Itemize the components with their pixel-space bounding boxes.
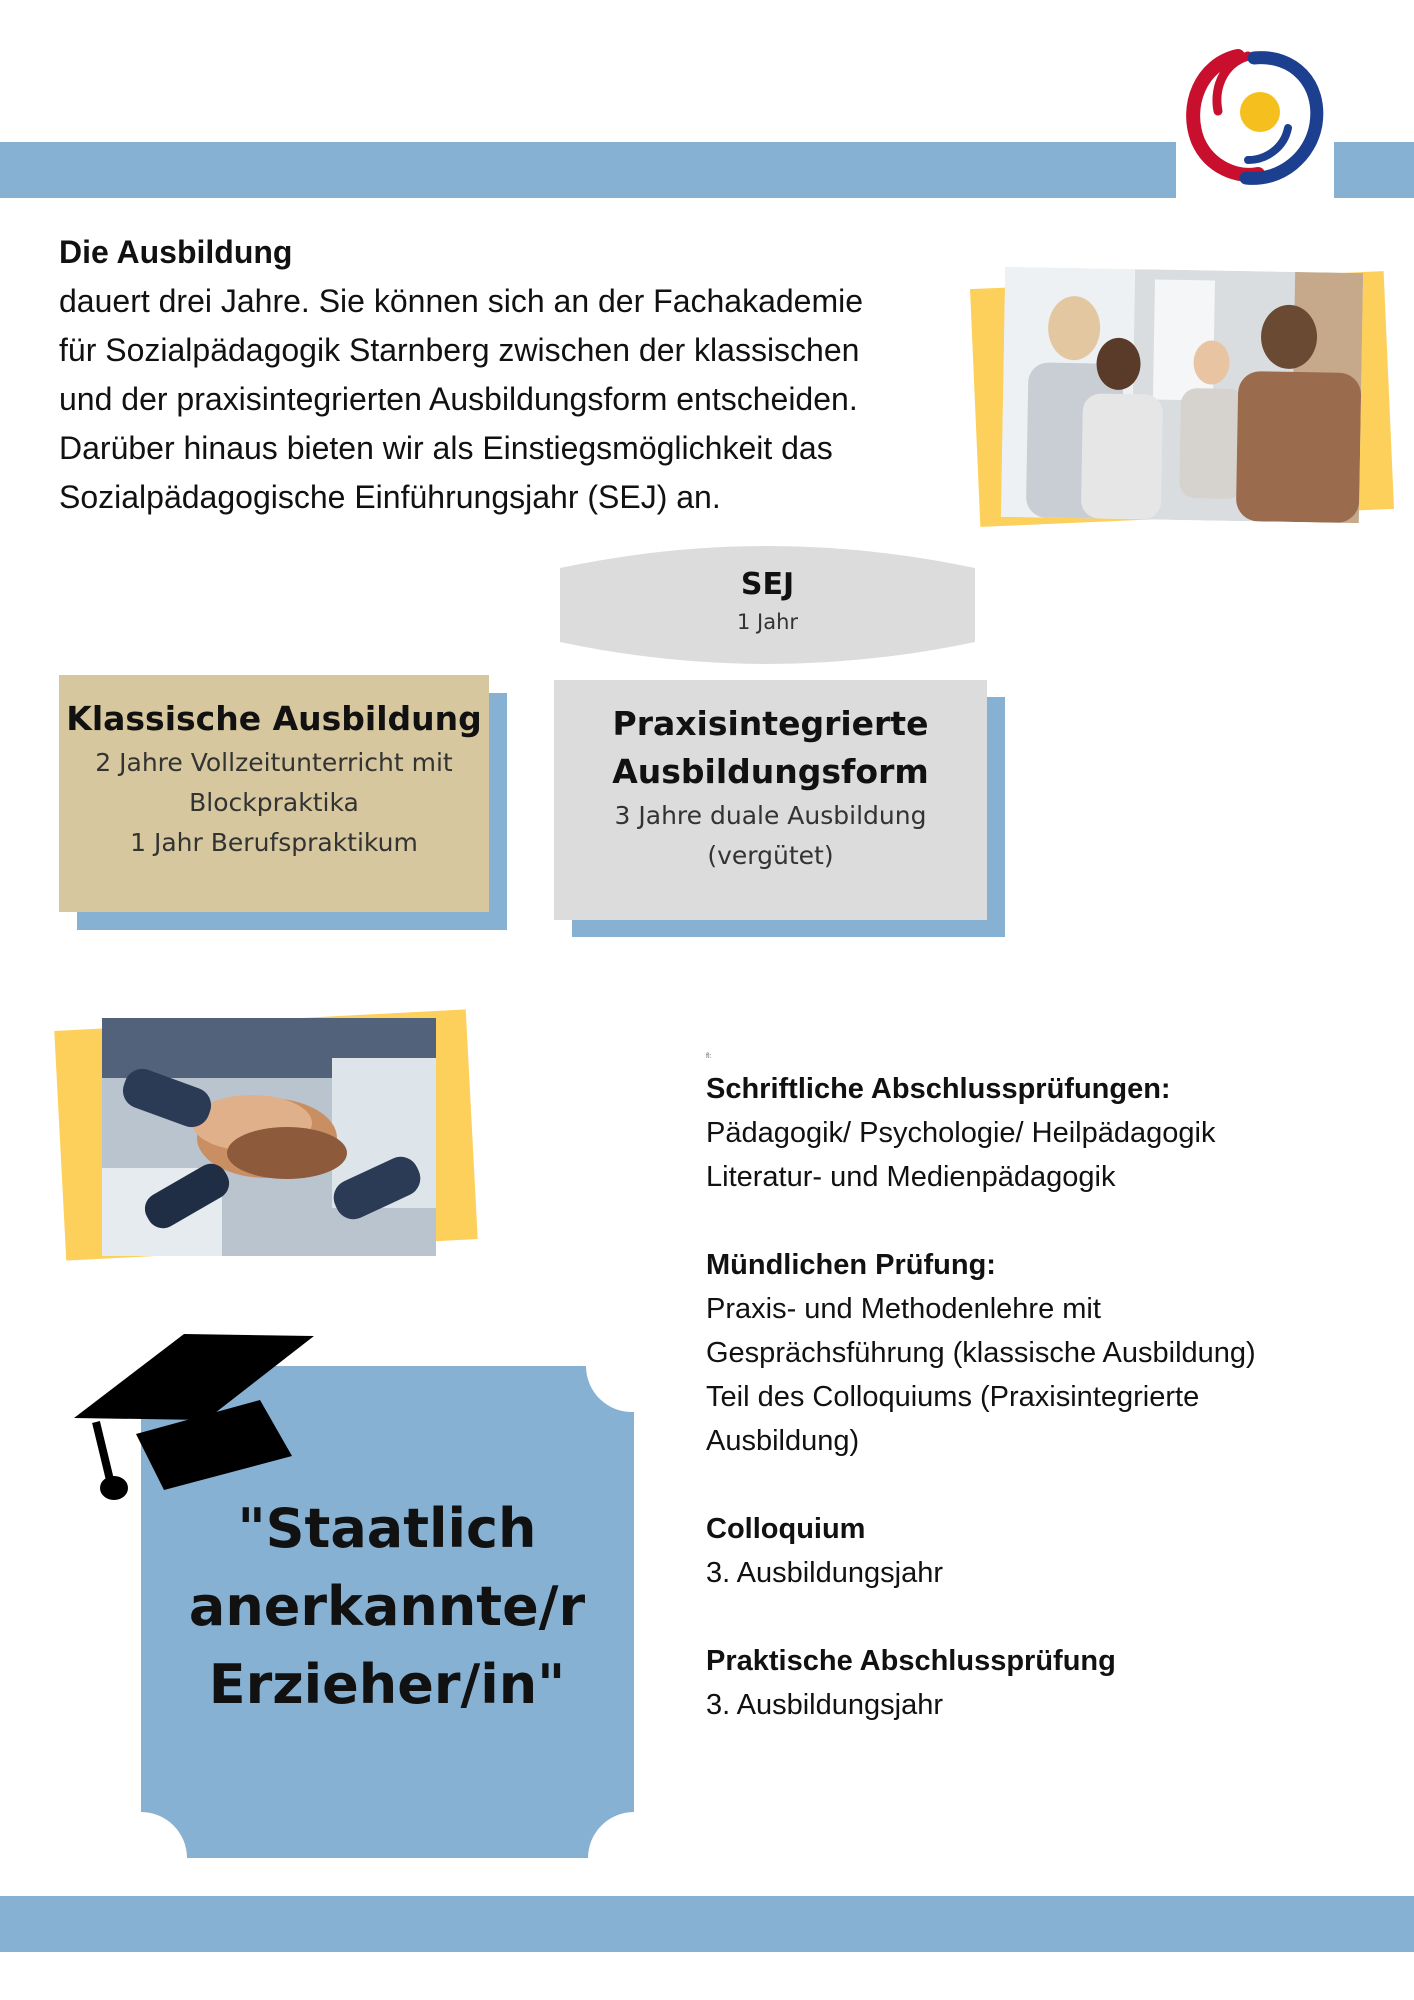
hands-photo bbox=[102, 1018, 436, 1256]
praxis-title: Ausbildungsform bbox=[612, 752, 929, 791]
tiny-mark: fl: bbox=[706, 1053, 712, 1060]
exam-line: Literatur- und Medienpädagogik bbox=[706, 1161, 1116, 1193]
group-meeting-photo bbox=[1001, 267, 1363, 523]
badge-line: "Staatlich bbox=[237, 1497, 537, 1560]
exam-block bbox=[706, 1243, 1346, 1463]
exam-line: 3. Ausbildungsjahr bbox=[706, 1557, 943, 1589]
logo-icon bbox=[1176, 36, 1334, 198]
klassisch-box bbox=[59, 675, 489, 912]
klassisch-title: Klassische Ausbildung bbox=[66, 699, 482, 738]
exam-heading: Mündlichen Prüfung: bbox=[706, 1249, 996, 1281]
klassisch-line: 1 Jahr Berufspraktikum bbox=[130, 828, 418, 857]
badge-text bbox=[142, 1490, 632, 1724]
intro-line: Sozialpädagogische Einführungsjahr (SEJ) an. bbox=[59, 479, 721, 515]
praxis-line: 3 Jahre duale Ausbildung bbox=[614, 801, 927, 830]
intro-line: für Sozialpädagogik Starnberg zwischen der klassischen bbox=[59, 332, 860, 368]
klassisch-line: 2 Jahre Vollzeitunterricht mit bbox=[95, 748, 453, 777]
badge-line: anerkannte/r bbox=[188, 1575, 586, 1638]
sej-label bbox=[560, 563, 975, 637]
sej-title: SEJ bbox=[740, 567, 795, 602]
klassisch-line: Blockpraktika bbox=[189, 788, 359, 817]
exam-heading: Praktische Abschlussprüfung bbox=[706, 1645, 1116, 1677]
exam-line: Teil des Colloquiums (Praxisintegrierte bbox=[706, 1381, 1200, 1413]
exams-list bbox=[706, 1067, 1346, 1771]
intro-text bbox=[59, 228, 959, 522]
exam-block bbox=[706, 1067, 1346, 1199]
exam-block bbox=[706, 1639, 1346, 1727]
exam-line: Pädagogik/ Psychologie/ Heilpädagogik bbox=[706, 1117, 1216, 1149]
exam-line: Gesprächsführung (klassische Ausbildung) bbox=[706, 1337, 1256, 1369]
logo bbox=[1176, 36, 1334, 198]
exam-line: Ausbildung) bbox=[706, 1425, 860, 1457]
intro-line: und der praxisintegrierten Ausbildungsform entscheiden. bbox=[59, 381, 858, 417]
exam-heading: Colloquium bbox=[706, 1513, 866, 1545]
intro-title: Die Ausbildung bbox=[59, 234, 293, 270]
exam-line: 3. Ausbildungsjahr bbox=[706, 1689, 943, 1721]
graduation-cap-icon bbox=[74, 1330, 314, 1510]
intro-line: Darüber hinaus bieten wir als Einstiegsmöglichkeit das bbox=[59, 430, 833, 466]
praxis-title: Praxisintegrierte bbox=[612, 704, 929, 743]
exam-block bbox=[706, 1507, 1346, 1595]
badge-line: Erzieher/in" bbox=[208, 1653, 566, 1716]
exam-line: Praxis- und Methodenlehre mit bbox=[706, 1293, 1101, 1325]
praxis-box bbox=[554, 680, 987, 920]
exam-heading: Schriftliche Abschlussprüfungen: bbox=[706, 1073, 1171, 1105]
sej-subtitle: 1 Jahr bbox=[736, 610, 799, 634]
bottom-band bbox=[0, 1896, 1414, 1952]
intro-line: dauert drei Jahre. Sie können sich an der Fachakademie bbox=[59, 283, 864, 319]
praxis-line: (vergütet) bbox=[707, 841, 834, 870]
